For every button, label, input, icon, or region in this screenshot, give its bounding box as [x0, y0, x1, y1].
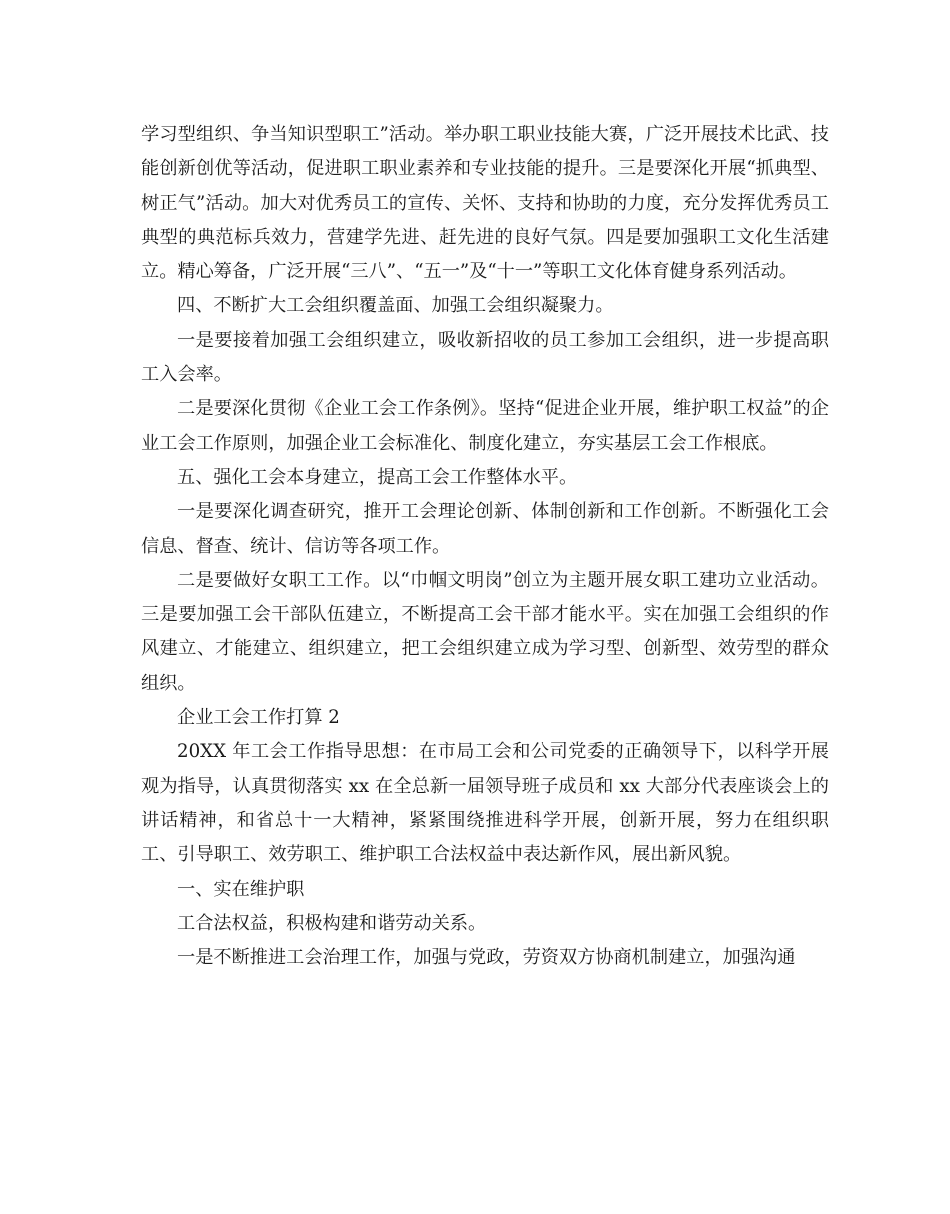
- paragraph: 20XX 年工会工作指导思想：在市局工会和公司党委的正确领导下，以科学开展观为指导，认真贯彻落实 xx 在全总新一届领导班子成员和 xx 大部分代表座谈会上的讲话精神，和省总十一大精神，紧紧围绕推进科学开展，创新开展，努力在组织职工、引导职工、效劳职工、维护职工合法权益中表达新作风，展出新风貌。: [141, 741, 829, 866]
- section-heading-4: 四、不断扩大工会组织覆盖面、加强工会组织凝聚力。: [177, 295, 614, 317]
- paragraph: 二是要做好女职工工作。以“巾帼文明岗”创立为主题开展女职工建功立业活动。三是要加强工会干部队伍建立，不断提高工会干部才能水平。实在加强工会组织的作风建立、才能建立、组织建立，把工会组织建立成为学习型、创新型、效劳型的群众组织。: [141, 569, 829, 694]
- paragraph: 一是要接着加强工会组织建立，吸收新招收的员工参加工会组织，进一步提高职工入会率。: [141, 329, 829, 386]
- section-heading-5: 五、强化工会本身建立，提高工会工作整体水平。: [177, 466, 578, 488]
- paragraph: 学习型组织、争当知识型职工”活动。举办职工职业技能大赛，广泛开展技术比武、技能创新创优等活动，促进职工职业素养和专业技能的提升。三是要深化开展“抓典型、树正气”活动。加大对优秀员工的宣传、关怀、支持和协助的力度，充分发挥优秀员工典型的典范标兵效力，营建学先进、赶先进的良好气氛。四是要加强职工文化生活建立。精心筹备，广泛开展“三八”、“五一”及“十一”等职工文化体育健身系列活动。: [141, 124, 829, 283]
- section-heading-1: 一、实在维护职: [177, 878, 305, 900]
- document-body: [141, 118, 829, 975]
- document-subtitle: 企业工会工作打算 2: [177, 707, 340, 729]
- paragraph: 一是要深化调查研究，推开工会理论创新、体制创新和工作创新。不断强化工会信息、督查、统计、信访等各项工作。: [141, 501, 829, 557]
- paragraph: 一是不断推进工会治理工作，加强与党政，劳资双方协商机制建立，加强沟通: [177, 947, 796, 969]
- paragraph: 工合法权益，积极构建和谐劳动关系。: [177, 912, 487, 934]
- paragraph: 二是要深化贯彻《企业工会工作条例》。坚持“促进企业开展，维护职工权益”的企业工会工作原则，加强企业工会标准化、制度化建立，夯实基层工会工作根底。: [141, 398, 829, 454]
